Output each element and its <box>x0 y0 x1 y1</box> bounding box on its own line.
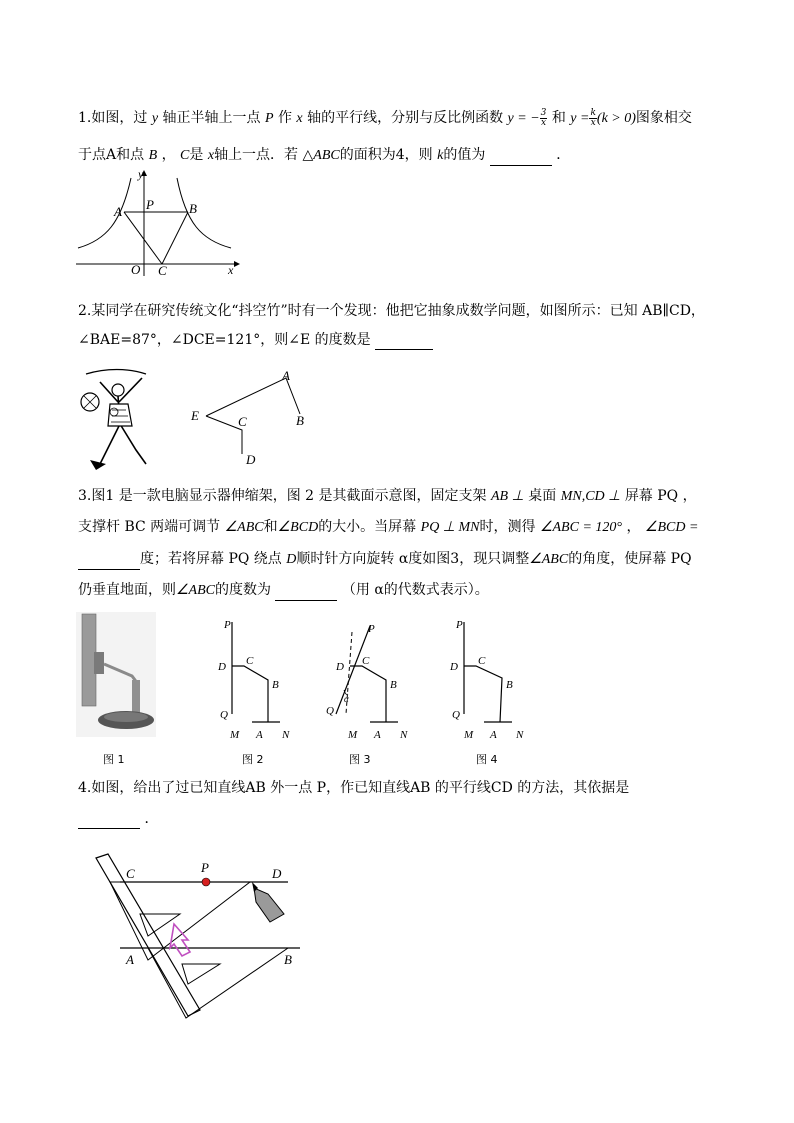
label-d: D <box>246 452 256 467</box>
q2-line1: 2.某同学在研究传统文化“抖空竹”时有一个发现：他把它抽象成数学问题，如图所示：已知 AB∥CD， <box>78 303 705 319</box>
q3-formula: ∠ABC = 120° <box>539 520 622 535</box>
left-hyperbola <box>78 178 131 248</box>
q1-text: 轴的平行线，分别与反比例函数 <box>307 110 504 126</box>
caption-figure-3: 图 3 <box>349 753 371 766</box>
q3-line1 <box>78 486 697 507</box>
q3-line4 <box>78 580 489 601</box>
label-n: N <box>400 729 408 741</box>
q3-line3 <box>78 549 692 570</box>
slide-arrow-icon <box>170 924 190 956</box>
q4-figure <box>92 852 308 1022</box>
label-c: C <box>238 414 247 429</box>
q1-var: x <box>207 148 215 163</box>
segment-bc <box>162 212 188 264</box>
q3-text: 3.图1 是一款电脑显示器伸缩架，图 2 是其截面示意图，固定支架 <box>78 488 487 504</box>
q1-text: 和 <box>551 110 566 126</box>
q1-formula: y = <box>570 111 590 126</box>
q3-text: 的度数为 <box>215 582 271 598</box>
q4-answer-blank[interactable] <box>78 828 140 829</box>
set-square-lower-hole-icon <box>182 964 220 984</box>
q1-text: ． <box>556 147 571 163</box>
polyline-ecd <box>206 416 242 454</box>
label-c: C <box>478 655 486 667</box>
x-axis-arrow <box>234 261 240 267</box>
point-p <box>202 878 210 886</box>
q1-text: 于点A和点 <box>78 147 145 163</box>
q3-text: ， <box>626 519 641 535</box>
head-icon <box>112 384 124 396</box>
q3-formula: ∠BCD <box>277 520 319 535</box>
q3-figure-2 <box>216 614 296 742</box>
q1-text: 图象相交 <box>635 110 692 126</box>
q4-line1: 4.如图，给出了过已知直线AB 外一点 P，作已知直线AB 的平行线CD 的方法，其依据是 <box>78 780 630 796</box>
shoe-icon <box>90 460 106 470</box>
q3-figure-4 <box>448 614 532 742</box>
q2-answer-blank[interactable] <box>375 349 433 350</box>
q1-condition: (k > 0) <box>596 111 636 126</box>
q1-line1 <box>78 108 692 129</box>
pencil-icon <box>254 888 284 922</box>
label-b: B <box>272 679 279 691</box>
q3-text: 的角度，使屏幕 PQ <box>568 551 692 567</box>
label-a: A <box>282 368 290 383</box>
q1-var-y: y <box>151 111 159 126</box>
mount-icon <box>94 652 104 674</box>
bracket-dcba <box>232 666 268 722</box>
label-d: D <box>218 661 226 673</box>
q1-text: ， <box>161 147 176 163</box>
label-x: x <box>228 263 234 277</box>
stand-pole-icon <box>132 680 140 714</box>
caption-figure-1: 图 1 <box>103 753 125 766</box>
q3-text: 顺时针方向旋转 α度如图3，现只调整 <box>296 551 530 567</box>
label-c: C <box>362 655 370 667</box>
q3-formula: ∠ABC <box>529 552 569 567</box>
label-a: A <box>114 204 122 219</box>
caption-figure-2: 图 2 <box>242 753 264 766</box>
base-top-icon <box>104 712 148 722</box>
frac-num: k <box>590 107 596 118</box>
q2-figure <box>186 366 316 470</box>
label-a: A <box>256 729 263 741</box>
q3-line2 <box>78 517 698 538</box>
label-e: E <box>191 408 199 423</box>
label-q: Q <box>220 709 228 721</box>
monitor-icon <box>82 614 96 706</box>
q3-formula: ∠ABC <box>224 520 264 535</box>
q3-text: 仍垂直地面，则 <box>78 582 176 598</box>
q3-text: 支撑杆 BC 两端可调节 <box>78 519 221 535</box>
label-m: M <box>230 729 240 741</box>
q3-text: 和 <box>263 519 278 535</box>
q2-line2 <box>78 330 433 350</box>
label-b: B <box>390 679 397 691</box>
caption-figure-4: 图 4 <box>476 753 498 766</box>
bracket-dcba <box>350 666 386 722</box>
q3-text: （用 α的代数式表示）。 <box>341 582 489 598</box>
label-d: D <box>272 866 282 881</box>
label-c: C <box>158 263 167 278</box>
q3-var: D <box>286 552 297 567</box>
label-p: P <box>201 860 209 875</box>
q3-figure-3 <box>324 614 414 742</box>
q1-var: ABC <box>313 148 340 163</box>
q1-var: k <box>437 148 444 163</box>
q1-fraction-2 <box>589 109 596 128</box>
right-hyperbola <box>177 178 231 248</box>
q3-text: 屏幕 PQ ， <box>624 488 697 504</box>
q1-text: 1.如图，过 <box>78 110 148 126</box>
q3-formula: ∠ABC <box>176 583 215 598</box>
label-b: B <box>506 679 513 691</box>
label-m: M <box>348 729 358 741</box>
q3-text: 桌面 <box>528 488 557 504</box>
label-p: P <box>224 619 231 631</box>
q3-formula: AB ⊥ <box>490 489 524 504</box>
q1-text: 是 <box>189 147 204 163</box>
q3-formula: MN,CD ⊥ <box>560 489 621 504</box>
q3-text: 时，测得 <box>479 519 536 535</box>
q1-formula: y = − <box>507 111 540 126</box>
polyline-eab <box>206 378 300 416</box>
label-p: P <box>146 197 154 212</box>
label-q: Q <box>326 705 334 717</box>
label-q: Q <box>452 709 460 721</box>
q3-text: 度；若将屏幕 PQ 绕点 <box>140 551 282 567</box>
label-c: C <box>246 655 254 667</box>
q1-figure <box>76 168 246 278</box>
frac-den: x <box>590 117 596 128</box>
label-o: O <box>131 262 141 277</box>
string-icon <box>86 370 146 375</box>
frac-num: 3 <box>540 107 547 118</box>
label-alpha: α <box>344 694 349 704</box>
q4-text: ． <box>144 811 159 827</box>
label-d: D <box>336 661 344 673</box>
q1-var: B <box>148 148 158 163</box>
label-p: P <box>368 623 375 635</box>
label-b: B <box>189 201 197 216</box>
q3-answer-blank-1[interactable] <box>78 569 140 570</box>
label-d: D <box>450 661 458 673</box>
q1-text: 的值为 <box>443 147 486 163</box>
q3-figure-1-photo <box>76 612 156 737</box>
q3-text: 的大小。当屏幕 <box>318 519 417 535</box>
q2-kongzhu-illustration <box>76 364 154 472</box>
label-c: C <box>126 866 135 881</box>
q1-fraction-1 <box>540 109 548 128</box>
label-b: B <box>284 952 292 967</box>
q1-text: 的面积为4，则 <box>339 147 433 163</box>
q4-line2 <box>78 809 158 829</box>
q1-var: C <box>180 148 190 163</box>
label-p: P <box>456 619 463 631</box>
q3-formula: ∠BCD = <box>644 520 699 535</box>
q3-formula: PQ ⊥ MN <box>420 520 480 535</box>
bracket-dcba <box>464 666 502 722</box>
q1-answer-blank[interactable] <box>490 165 552 166</box>
label-n: N <box>516 729 524 741</box>
diabolo-pattern-icon <box>84 396 96 408</box>
q1-line2 <box>78 145 570 166</box>
q1-text: 作 <box>277 110 292 126</box>
q1-var-p: P <box>264 111 274 126</box>
segment-ac <box>124 212 162 264</box>
label-b: B <box>296 413 304 428</box>
q1-text: 轴正半轴上一点 <box>162 110 261 126</box>
label-y: y <box>138 167 144 181</box>
label-a: A <box>374 729 381 741</box>
q1-text: 轴上一点．若 △ <box>214 147 314 163</box>
label-m: M <box>464 729 474 741</box>
q1-var-x: x <box>296 111 303 126</box>
label-a: A <box>126 952 134 967</box>
frac-den: x <box>540 117 547 128</box>
q2-text: ∠BAE=87°，∠DCE=121°，则∠E 的度数是 <box>78 332 371 348</box>
label-n: N <box>282 729 290 741</box>
label-a: A <box>490 729 497 741</box>
q3-answer-blank-2[interactable] <box>275 600 337 601</box>
